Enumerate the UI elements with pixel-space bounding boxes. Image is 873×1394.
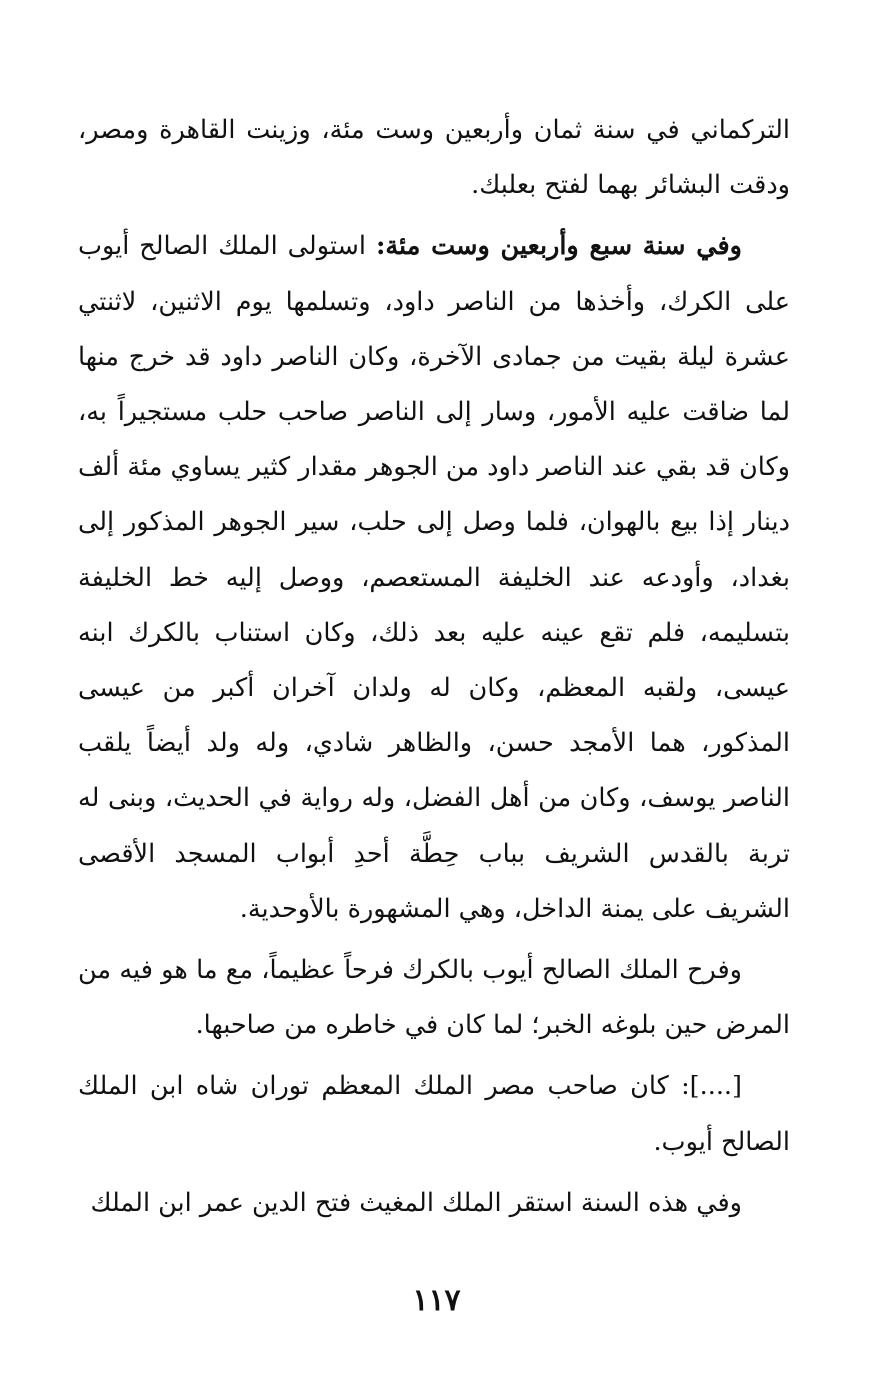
paragraph-1 <box>78 103 790 213</box>
paragraph-2-text: استولى الملك الصالح أيوب على الكرك، وأخذها من الناصر داود، وتسلمها يوم الاثنين، لاثنتي عشرة ليلة بقيت من جمادى الآخرة، وكان الناصر داود قد خرج منها لما ضاقت عليه الأمور، وسار إلى الناصر صاحب حلب مستجيراً به، وكان قد بقي عند الناصر داود من الجوهر مقدار كثير يساوي مئة ألف دينار إذا بيع بالهوان، فلما وصل إلى حلب، سير الجوهر المذكور إلى بغداد، وأودعه عند الخليفة المستعصم، ووصل إليه خط الخليفة بتسليمه، فلم تقع عينه عليه بعد ذلك، وكان استناب بالكرك ابنه عيسى، ولقبه المعظم، وكان له ولدان آخران أكبر من عيسى المذكور، هما الأمجد حسن، والظاهر شادي، وله ولد أيضاً يلقب الناصر يوسف، وكان من أهل الفضل، وله رواية في الحديث، وبنى له تربة بالقدس الشريف بباب حِطَّة أحدِ أبواب المسجد الأقصى الشريف على يمنة الداخل، وهي المشهورة بالأوحدية. <box>78 231 790 924</box>
paragraph-3-text: وفرح الملك الصالح أيوب بالكرك فرحاً عظيماً، مع ما هو فيه من المرض حين بلوغه الخبر؛ لما كان في خاطره من صاحبها. <box>78 955 790 1041</box>
paragraph-2 <box>78 219 790 937</box>
page-number: ١١٧ <box>412 1283 461 1318</box>
page-body <box>78 103 790 1231</box>
paragraph-5 <box>78 1176 790 1231</box>
paragraph-1-text: التركماني في سنة ثمان وأربعين وست مئة، وزينت القاهرة ومصر، ودقت البشائر بهما لفتح بعلبك. <box>78 115 790 201</box>
paragraph-3 <box>78 943 790 1053</box>
paragraph-4 <box>78 1059 790 1169</box>
year-heading: وفي سنة سبع وأربعين وست مئة: <box>375 231 742 262</box>
paragraph-5-text: وفي هذه السنة استقر الملك المغيث فتح الدين عمر ابن الملك <box>90 1187 742 1218</box>
paragraph-4-text: [....]: كان صاحب مصر الملك المعظم توران شاه ابن الملك الصالح أيوب. <box>78 1071 790 1157</box>
